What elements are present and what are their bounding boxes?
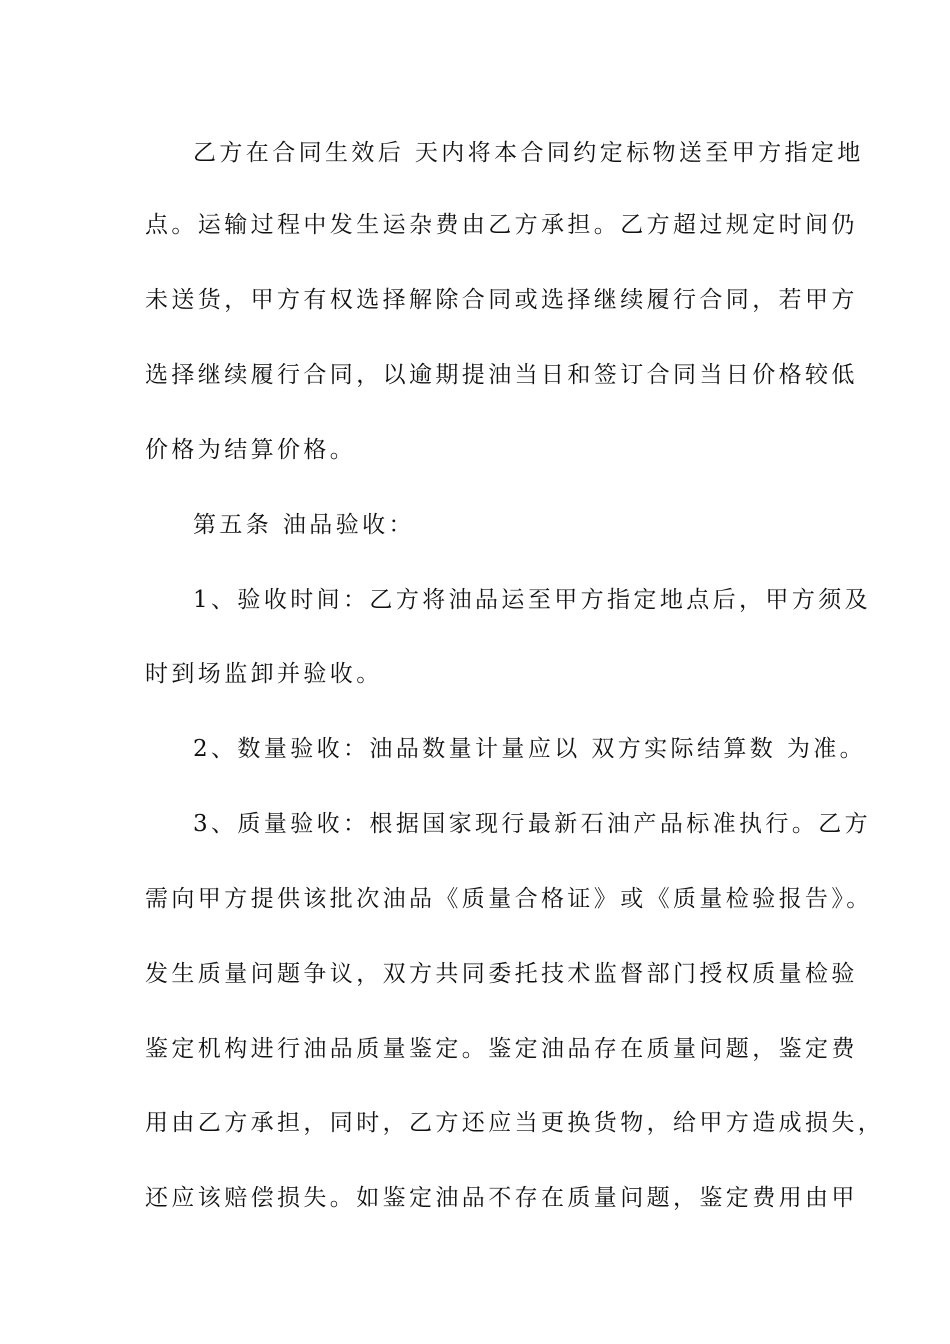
paragraph-3-line-2: 时到场监卸并验收。: [145, 661, 383, 687]
paragraph-5-line-4: 鉴定机构进行油品质量鉴定。鉴定油品存在质量问题，鉴定费: [145, 1036, 858, 1062]
paragraph-5-line-5: 用由乙方承担，同时，乙方还应当更换货物，给甲方造成损失，: [145, 1110, 885, 1136]
paragraph-3-line-1: 1、验收时间：乙方将油品运至甲方指定地点后，甲方须及: [193, 587, 872, 613]
section-heading-article-5: 第五条 油品验收：: [193, 512, 415, 538]
paragraph-1-line-5: 价格为结算价格。: [145, 437, 357, 463]
paragraph-1-line-1: 乙方在合同生效后 天内将本合同约定标物送至甲方指定地: [193, 140, 864, 166]
paragraph-4-line-1: 2、数量验收：油品数量计量应以 双方实际结算数 为准。: [193, 736, 867, 762]
paragraph-1-line-4: 选择继续履行合同，以逾期提油当日和签订合同当日价格较低: [145, 362, 858, 388]
paragraph-5-line-6: 还应该赔偿损失。如鉴定油品不存在质量问题，鉴定费用由甲: [145, 1185, 858, 1211]
paragraph-1-line-3: 未送货，甲方有权选择解除合同或选择继续履行合同，若甲方: [145, 287, 858, 313]
paragraph-1-line-2: 点。运输过程中发生运杂费由乙方承担。乙方超过规定时间仍: [145, 212, 858, 238]
paragraph-5-line-1: 3、质量验收：根据国家现行最新石油产品标准执行。乙方: [193, 811, 872, 837]
paragraph-5-line-3: 发生质量问题争议，双方共同委托技术监督部门授权质量检验: [145, 961, 858, 987]
paragraph-5-line-2: 需向甲方提供该批次油品《质量合格证》或《质量检验报告》。: [145, 886, 873, 912]
